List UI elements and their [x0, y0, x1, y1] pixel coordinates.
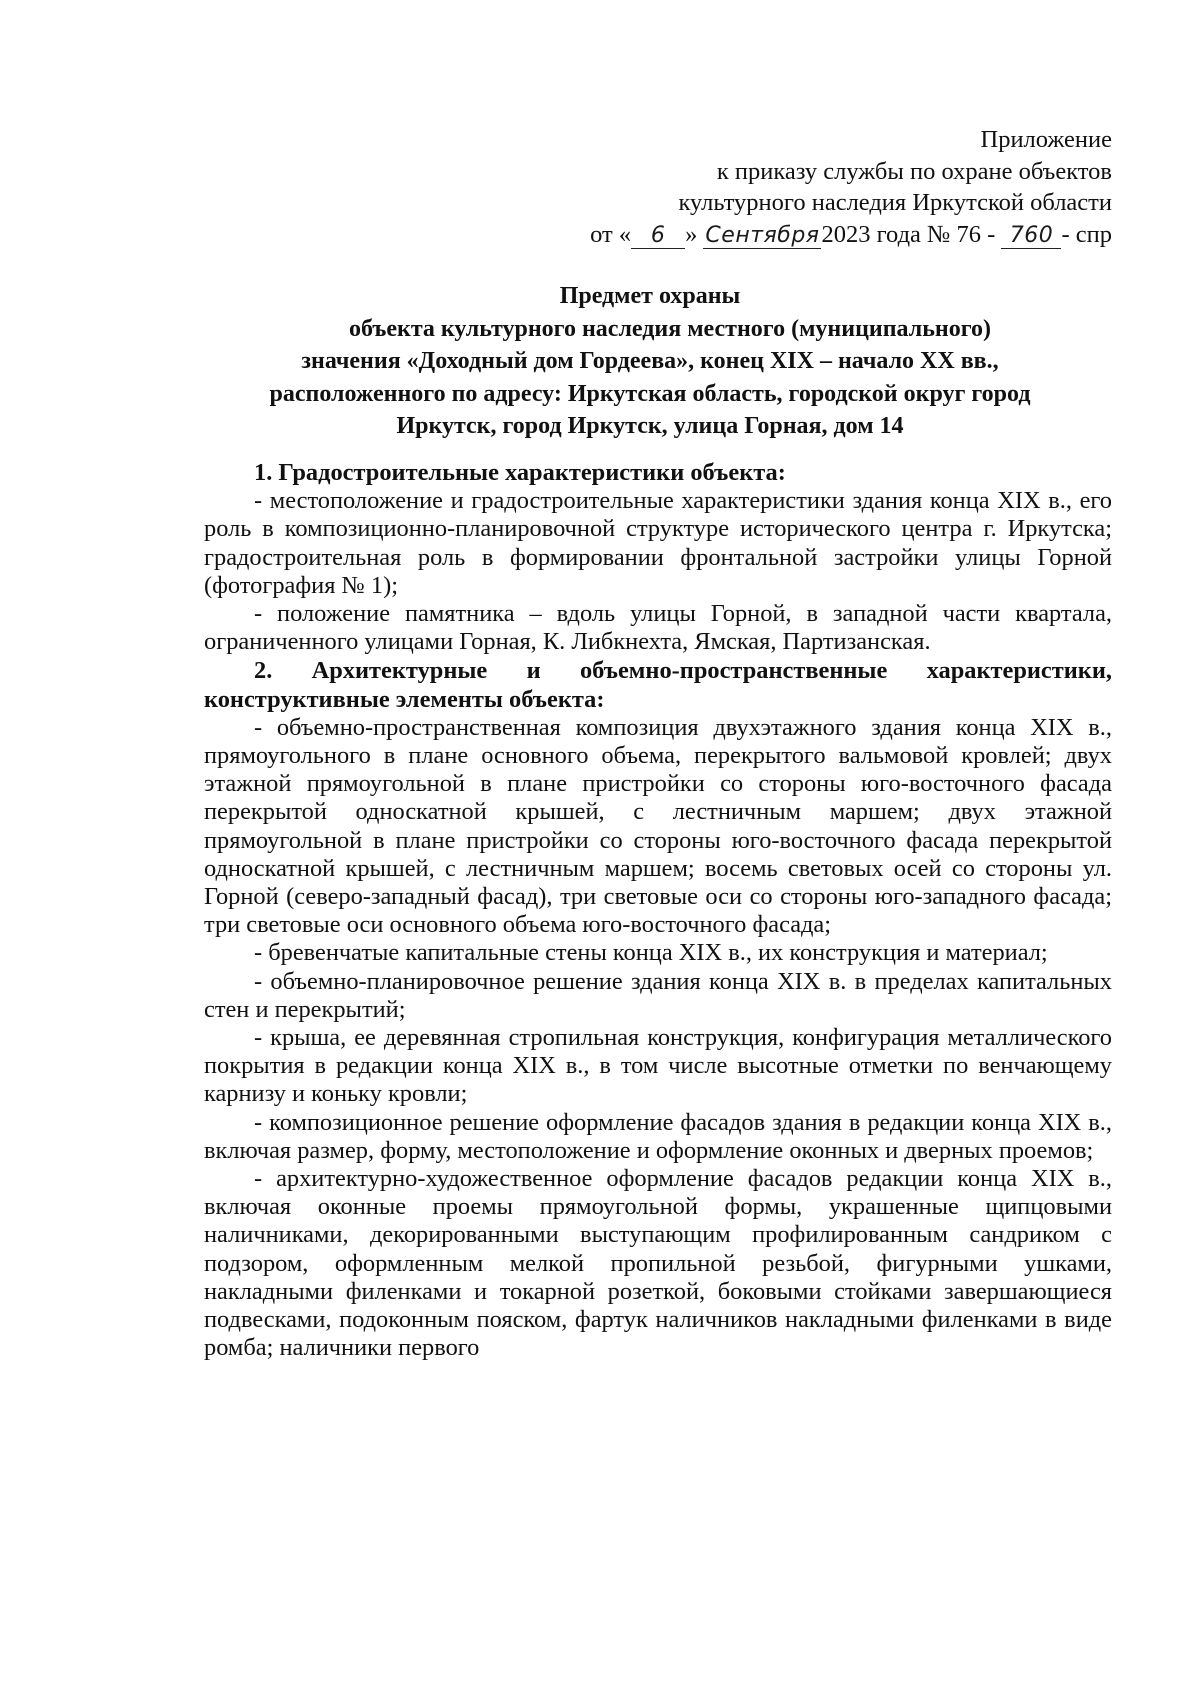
title-line-4: расположенного по адресу: Иркутская область, городской округ город [269, 380, 1031, 407]
section-2-paragraph-4: - крыша, ее деревянная стропильная конструкция, конфигурация металлического покрытия в редакции конца XIX в., в том числе высотные отметки по венчающему карнизу и коньку кровли; [204, 1024, 1112, 1108]
document-body [204, 459, 1112, 1363]
title-line-5: Иркутск, город Иркутск, улица Горная, дом 14 [396, 413, 904, 439]
appendix-authority-line: культурного наследия Иркутской области [678, 189, 1112, 216]
section-2-paragraph-5: - композиционное решение оформление фасадов здания в редакции конца XIX в., включая размер, форму, местоположение и оформление оконных и дверных проемов; [204, 1108, 1112, 1164]
handwritten-month: Сентября [705, 222, 820, 248]
title-line-2: объекта культурного наследия местного (муниципального) [348, 315, 992, 342]
appendix-order-line: к приказу службы по охране объектов [716, 157, 1112, 185]
appendix-title: Приложение [980, 126, 1112, 153]
section-1-paragraph-2: - положение памятника – вдоль улицы Горной, в западной части квартала, ограниченного улицами Горная, К. Либкнехта, Ямская, Партизанская. [204, 600, 1112, 656]
date-suffix: - спр [1061, 220, 1112, 248]
date-prefix: от « [590, 220, 632, 248]
date-year-part: 2023 года № 76 - [821, 220, 996, 248]
handwritten-day: 6 [631, 224, 685, 249]
appendix-date-line [590, 219, 1112, 251]
appendix-header [590, 124, 1112, 250]
section-2-paragraph-6: - архитектурно-художественное оформление фасадов редакции конца XIX в., включая оконные проемы прямоугольной формы, украшенные щипцовыми наличниками, декорированными выступающим профилированным сандриком с подзором, оформленным мелкой пропильной резьбой, фигурными ушками, накладными филенками и токарной розеткой, боковыми стойками завершающиеся подвесками, подоконным пояском, фартук наличников накладными филенками в виде ромба; наличники первого [204, 1165, 1112, 1362]
title-line-3: значения «Доходный дом Гордеева», конец XIX – начало XX вв., [301, 348, 999, 374]
section-2-paragraph-3: - объемно-планировочное решение здания конца XIX в. в пределах капитальных стен и перекрытий; [204, 967, 1112, 1023]
section-2-paragraph-2: - бревенчатые капитальные стены конца XIX в., их конструкция и материал; [254, 939, 1048, 967]
title-line-1: Предмет охраны [559, 283, 741, 309]
section-2-heading: 2. Архитектурные и объемно-пространственные характеристики, конструктивные элементы объекта: [204, 657, 1112, 713]
date-quote-close: » [685, 220, 698, 248]
section-1-heading: 1. Градостроительные характеристики объекта: [254, 459, 786, 486]
handwritten-order-number: 760 [1001, 224, 1061, 249]
document-title [190, 280, 1110, 443]
section-1-paragraph-1: - местоположение и градостроительные характеристики здания конца XIX в., его роль в композиционно-планировочной структуре исторического центра г. Иркутска; градостроительная роль в формировании фронтальной застройки улицы Горной (фотография № 1); [204, 487, 1112, 599]
section-2-paragraph-1: - объемно-пространственная композиция двухэтажного здания конца XIX в., прямоугольного в плане основного объема, перекрытого вальмовой кровлей; двух этажной прямоугольной в плане пристройки со стороны юго-восточного фасада перекрытой односкатной крышей, с лестничным маршем; двух этажной прямоугольной в плане пристройки со стороны юго-восточного фасада перекрытой односкатной крышей, с лестничным маршем; восемь световых осей со стороны ул. Горной (северо-западный фасад), три световые оси со стороны юго-западного фасада; три световые оси основного объема юго-восточного фасада; [204, 713, 1112, 939]
